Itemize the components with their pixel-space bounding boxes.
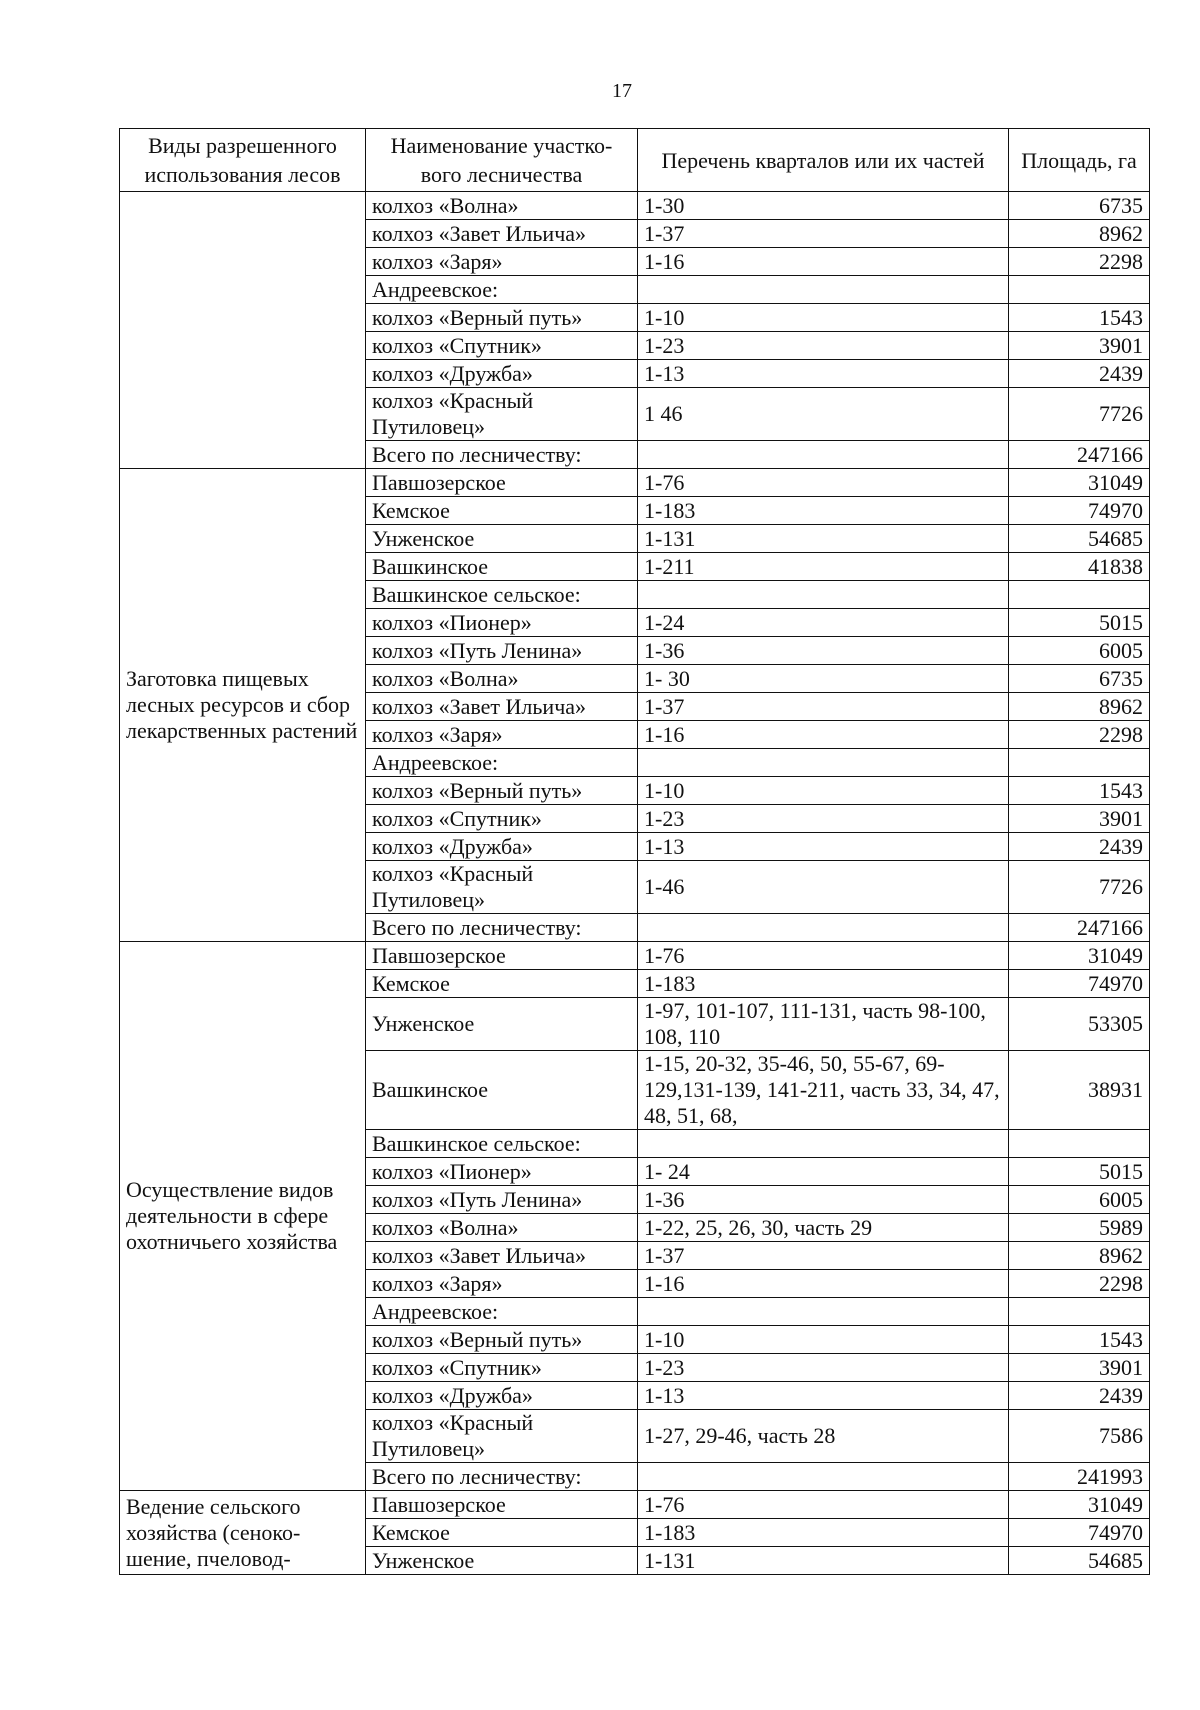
use-type-cell [120,192,366,469]
quarters-cell: 1-36 [638,637,1009,665]
area-cell: 41838 [1009,553,1150,581]
forestry-name-cell: колхоз «Путь Ленина» [366,637,638,665]
area-cell: 2298 [1009,248,1150,276]
area-cell: 2439 [1009,833,1150,861]
area-cell: 3901 [1009,332,1150,360]
quarters-cell: 1-37 [638,1242,1009,1270]
quarters-cell: 1-16 [638,248,1009,276]
area-cell: 6005 [1009,637,1150,665]
area-cell: 8962 [1009,220,1150,248]
quarters-cell: 1-76 [638,469,1009,497]
quarters-cell: 1-131 [638,1547,1009,1575]
use-type-cell: Ведение сельского хозяйства (сеноко- шение, пчеловод- [120,1491,366,1575]
quarters-cell: 1-23 [638,805,1009,833]
table-row [120,1491,1150,1519]
header-area: Площадь, га [1009,129,1150,192]
forestry-name-cell: Унженское [366,998,638,1051]
area-cell [1009,276,1150,304]
area-cell: 7586 [1009,1410,1150,1463]
forestry-name-cell: колхоз «Красный Путиловец» [366,388,638,441]
forestry-name-cell: Унженское [366,1547,638,1575]
quarters-cell: 1-46 [638,861,1009,914]
area-cell: 5989 [1009,1214,1150,1242]
area-cell: 5015 [1009,1158,1150,1186]
area-cell: 6735 [1009,192,1150,220]
quarters-cell: 1-10 [638,777,1009,805]
quarters-cell: 1-13 [638,833,1009,861]
area-cell: 74970 [1009,1519,1150,1547]
quarters-cell: 1-36 [638,1186,1009,1214]
forestry-name-cell: колхоз «Путь Ленина» [366,1186,638,1214]
use-type-cell: Заготовка пищевых лесных ресурсов и сбор лекарственных растений [120,469,366,942]
quarters-cell [638,1298,1009,1326]
forestry-name-cell: колхоз «Завет Ильича» [366,1242,638,1270]
area-cell [1009,1298,1150,1326]
forestry-name-cell: колхоз «Дружба» [366,833,638,861]
forestry-name-cell: Кемское [366,1519,638,1547]
forestry-name-cell: Вашкинское сельское: [366,1130,638,1158]
area-cell: 2439 [1009,1382,1150,1410]
area-cell: 54685 [1009,525,1150,553]
quarters-cell: 1-183 [638,497,1009,525]
header-use-type: Виды разрешенного использования лесов [120,129,366,192]
quarters-cell: 1-76 [638,942,1009,970]
area-cell: 8962 [1009,1242,1150,1270]
quarters-cell: 1-23 [638,332,1009,360]
area-cell: 54685 [1009,1547,1150,1575]
forestry-name-cell: Андреевское: [366,749,638,777]
forestry-name-cell: колхоз «Дружба» [366,1382,638,1410]
quarters-cell: 1-13 [638,1382,1009,1410]
table-row [120,469,1150,497]
quarters-cell [638,581,1009,609]
area-cell: 74970 [1009,970,1150,998]
quarters-cell: 1-131 [638,525,1009,553]
forestry-name-cell: колхоз «Верный путь» [366,304,638,332]
quarters-cell [638,1130,1009,1158]
quarters-cell [638,276,1009,304]
forestry-name-cell: колхоз «Завет Ильича» [366,220,638,248]
area-cell: 7726 [1009,861,1150,914]
forestry-name-cell: Кемское [366,970,638,998]
quarters-cell: 1- 30 [638,665,1009,693]
area-cell [1009,749,1150,777]
area-cell: 38931 [1009,1051,1150,1130]
quarters-cell: 1-10 [638,1326,1009,1354]
area-cell: 3901 [1009,1354,1150,1382]
forestry-name-cell: колхоз «Верный путь» [366,1326,638,1354]
quarters-cell: 1-10 [638,304,1009,332]
area-cell: 7726 [1009,388,1150,441]
forestry-name-cell: Павшозерское [366,1491,638,1519]
area-cell [1009,1130,1150,1158]
quarters-cell [638,441,1009,469]
quarters-cell: 1-37 [638,220,1009,248]
forestry-name-cell: колхоз «Красный Путиловец» [366,861,638,914]
quarters-cell: 1-37 [638,693,1009,721]
forestry-name-cell: Всего по лесничеству: [366,441,638,469]
area-cell: 31049 [1009,469,1150,497]
forestry-name-cell: колхоз «Заря» [366,1270,638,1298]
forestry-name-cell: колхоз «Пионер» [366,609,638,637]
quarters-cell: 1-211 [638,553,1009,581]
forestry-name-cell: Вашкинское [366,553,638,581]
forestry-name-cell: колхоз «Завет Ильича» [366,693,638,721]
quarters-cell: 1-13 [638,360,1009,388]
quarters-cell: 1-22, 25, 26, 30, часть 29 [638,1214,1009,1242]
forestry-name-cell: колхоз «Дружба» [366,360,638,388]
area-cell: 1543 [1009,304,1150,332]
forestry-name-cell: Павшозерское [366,942,638,970]
area-cell [1009,581,1150,609]
area-cell: 3901 [1009,805,1150,833]
quarters-cell: 1-76 [638,1491,1009,1519]
area-cell: 31049 [1009,942,1150,970]
header-forestry: Наименование участко- вого лесничества [366,129,638,192]
area-cell: 6735 [1009,665,1150,693]
forestry-name-cell: Всего по лесничеству: [366,1463,638,1491]
forestry-name-cell: колхоз «Красный Путиловец» [366,1410,638,1463]
forestry-name-cell: колхоз «Волна» [366,1214,638,1242]
page-number: 17 [612,80,632,102]
table-row [120,942,1150,970]
forestry-name-cell: колхоз «Заря» [366,248,638,276]
forestry-name-cell: Всего по лесничеству: [366,914,638,942]
forestry-name-cell: Вашкинское [366,1051,638,1130]
area-cell: 31049 [1009,1491,1150,1519]
forestry-name-cell: колхоз «Волна» [366,192,638,220]
forestry-name-cell: колхоз «Спутник» [366,1354,638,1382]
forestry-name-cell: колхоз «Верный путь» [366,777,638,805]
area-cell: 1543 [1009,1326,1150,1354]
area-cell: 8962 [1009,693,1150,721]
forestry-name-cell: Вашкинское сельское: [366,581,638,609]
quarters-cell: 1-23 [638,1354,1009,1382]
area-cell: 2298 [1009,721,1150,749]
quarters-cell [638,749,1009,777]
forestry-name-cell: колхоз «Спутник» [366,805,638,833]
quarters-cell: 1-24 [638,609,1009,637]
quarters-cell: 1-183 [638,1519,1009,1547]
quarters-cell: 1-183 [638,970,1009,998]
forestry-name-cell: колхоз «Спутник» [366,332,638,360]
area-cell: 1543 [1009,777,1150,805]
forestry-name-cell: Андреевское: [366,1298,638,1326]
quarters-cell [638,1463,1009,1491]
quarters-cell: 1-97, 101-107, 111-131, часть 98-100, 108, 110 [638,998,1009,1051]
forestry-name-cell: Кемское [366,497,638,525]
area-cell: 2298 [1009,1270,1150,1298]
area-cell: 241993 [1009,1463,1150,1491]
use-type-cell: Осуществление видов деятельности в сфере охотничьего хозяйства [120,942,366,1491]
area-cell: 6005 [1009,1186,1150,1214]
quarters-cell: 1-16 [638,721,1009,749]
area-cell: 247166 [1009,914,1150,942]
area-cell: 247166 [1009,441,1150,469]
quarters-cell: 1-15, 20-32, 35-46, 50, 55-67, 69-129,131-139, 141-211, часть 33, 34, 47, 48, 51, 68, [638,1051,1009,1130]
forestry-name-cell: Павшозерское [366,469,638,497]
table-row [120,192,1150,220]
forest-use-table [119,128,1150,1575]
table-header-row [120,129,1150,192]
quarters-cell: 1 46 [638,388,1009,441]
forestry-name-cell: Унженское [366,525,638,553]
quarters-cell: 1-30 [638,192,1009,220]
quarters-cell: 1-27, 29-46, часть 28 [638,1410,1009,1463]
forestry-name-cell: Андреевское: [366,276,638,304]
forestry-name-cell: колхоз «Заря» [366,721,638,749]
quarters-cell: 1-16 [638,1270,1009,1298]
quarters-cell [638,914,1009,942]
area-cell: 74970 [1009,497,1150,525]
area-cell: 53305 [1009,998,1150,1051]
quarters-cell: 1- 24 [638,1158,1009,1186]
area-cell: 2439 [1009,360,1150,388]
table-body [120,192,1150,1575]
forestry-name-cell: колхоз «Пионер» [366,1158,638,1186]
header-quarters: Перечень кварталов или их частей [638,129,1009,192]
forestry-name-cell: колхоз «Волна» [366,665,638,693]
area-cell: 5015 [1009,609,1150,637]
